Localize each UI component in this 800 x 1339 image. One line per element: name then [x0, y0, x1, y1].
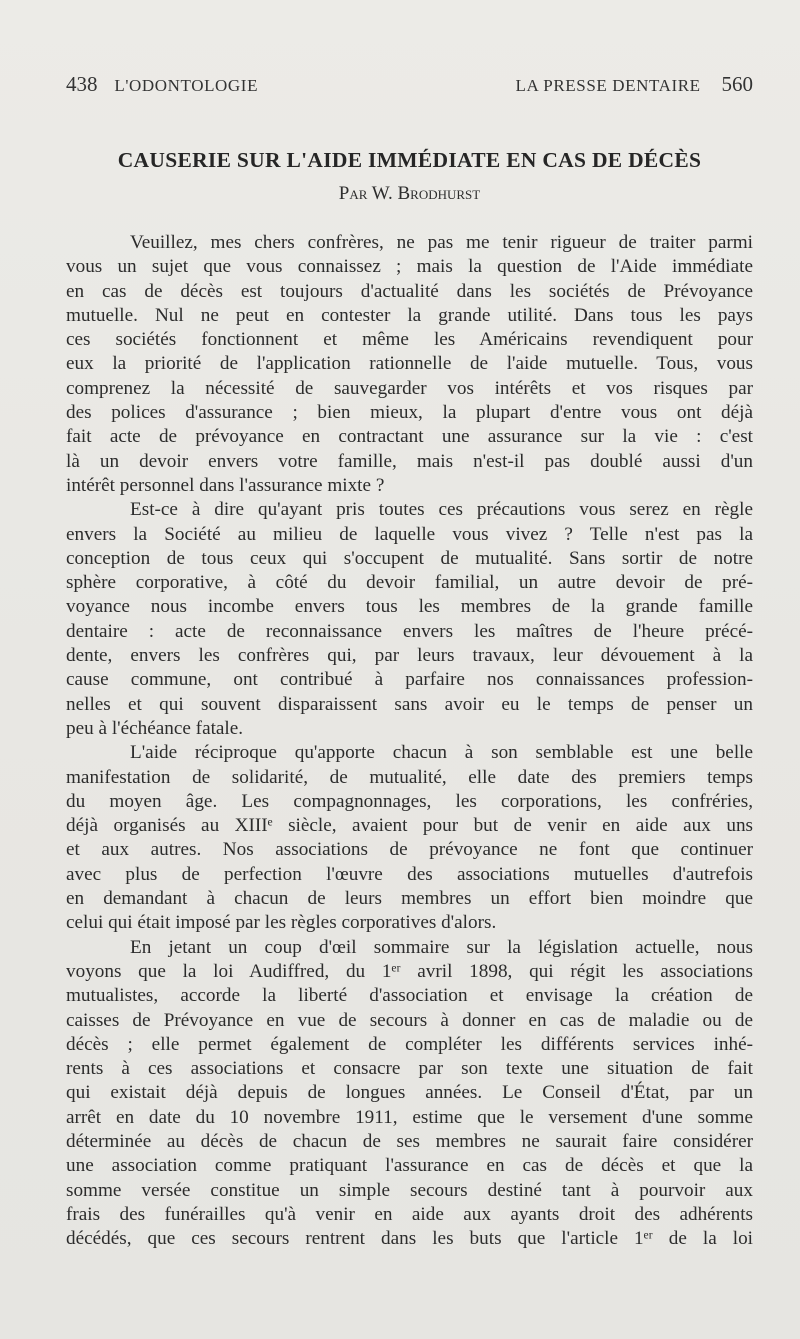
text-line: envers la Société au milieu de laquelle vous vivez ? Telle n'est pas la: [66, 523, 753, 545]
text-line: frais des funérailles qu'à venir en aide aux ayants droit des adhérents: [66, 1203, 753, 1225]
paragraph: [66, 231, 753, 498]
article-body: [66, 231, 753, 1251]
text-line: eux la priorité de l'application rationnelle de l'aide mutuelle. Tous, vous: [66, 353, 753, 375]
text-line: voyons que la loi Audiffred, du 1ᵉʳ avril 1898, qui régit les associations: [66, 960, 753, 982]
running-head: [66, 72, 753, 102]
text-line: intérêt personnel dans l'assurance mixte ?: [66, 474, 385, 496]
text-line: avec plus de perfection l'œuvre des associations mutuelles d'autrefois: [66, 863, 753, 885]
article-title: CAUSERIE SUR L'AIDE IMMÉDIATE EN CAS DE DÉCÈS: [117, 148, 702, 172]
running-head-right: [516, 72, 753, 97]
text-line: une association comme pratiquant l'assurance en cas de décès et que la: [66, 1155, 753, 1177]
text-line: En jetant un coup d'œil sommaire sur la législation actuelle, nous: [130, 936, 753, 958]
text-line: comprenez la nécessité de sauvegarder vos intérêts et vos risques par: [66, 377, 753, 399]
text-line: ces sociétés fonctionnent et même les Américains revendiquent pour: [66, 329, 753, 351]
text-line: peu à l'échéance fatale.: [66, 717, 244, 739]
text-line: manifestation de solidarité, de mutualité, elle date des premiers temps: [66, 766, 753, 788]
text-line: conception de tous ceux qui s'occupent de mutualité. Sans sortir de notre: [66, 547, 753, 569]
text-line: dente, envers les confrères qui, par leurs travaux, leur dévouement à la: [66, 645, 753, 667]
text-line: déjà organisés au XIIIᵉ siècle, avaient pour but de venir en aide aux uns: [66, 815, 753, 837]
text-line: Est-ce à dire qu'ayant pris toutes ces précautions vous serez en règle: [130, 499, 753, 521]
right-page-number: 560: [721, 72, 753, 96]
left-page-number: 438: [66, 72, 98, 96]
paragraph: [66, 936, 753, 1252]
text-line: rents à ces associations et consacre par son texte une situation de fait: [66, 1058, 753, 1080]
running-head-left: [66, 72, 258, 97]
text-line: arrêt en date du 10 novembre 1911, estime que le versement d'une somme: [66, 1106, 753, 1128]
text-line: du moyen âge. Les compagnonnages, les corporations, les confréries,: [66, 790, 753, 812]
text-line: vous un sujet que vous connaissez ; mais la question de l'Aide immédiate: [66, 256, 753, 278]
text-line: qui existait déjà depuis de longues années. Le Conseil d'État, par un: [66, 1082, 753, 1104]
text-line: L'aide réciproque qu'apporte chacun à son semblable est une belle: [130, 742, 753, 764]
text-line: mutualistes, accorde la liberté d'association et envisage la création de: [66, 985, 753, 1007]
right-journal-title: LA PRESSE DENTAIRE: [515, 76, 701, 95]
text-line: voyance nous incombe envers tous les membres de la grande famille: [66, 596, 753, 618]
left-journal-title: L'ODONTOLOGIE: [114, 76, 259, 95]
text-line: dentaire : acte de reconnaissance envers les maîtres de l'heure précé-: [66, 620, 753, 642]
text-line: sphère corporative, à côté du devoir familial, un autre devoir de pré-: [66, 572, 753, 594]
text-line: celui qui était imposé par les règles corporatives d'alors.: [66, 912, 497, 934]
text-line: mutuelle. Nul ne peut en contester la grande utilité. Dans tous les pays: [66, 304, 753, 326]
text-line: décédés, que ces secours rentrent dans les buts que l'article 1ᵉʳ de la loi: [66, 1228, 753, 1250]
text-line: en cas de décès est toujours d'actualité dans les sociétés de Prévoyance: [66, 280, 753, 302]
byline-text: Par W. Brodhurst: [338, 183, 481, 204]
text-line: Veuillez, mes chers confrères, ne pas me tenir rigueur de traiter parmi: [130, 232, 753, 253]
text-line: fait acte de prévoyance en contractant une assurance sur la vie : c'est: [66, 426, 753, 448]
paragraph: [66, 498, 753, 741]
text-line: caisses de Prévoyance en vue de secours à donner en cas de maladie ou de: [66, 1009, 753, 1031]
article-byline: [66, 183, 753, 205]
text-line: cause commune, ont contribué à parfaire nos connaissances profession-: [66, 669, 753, 691]
text-line: nelles et qui souvent disparaissent sans avoir eu le temps de penser un: [66, 693, 753, 715]
text-line: et aux autres. Nos associations de prévoyance ne font que continuer: [66, 839, 753, 861]
text-line: déterminée au décès de chacun de ses membres ne saurait faire considérer: [66, 1130, 753, 1152]
text-line: décès ; elle permet également de compléter les différents services inhé-: [66, 1033, 753, 1055]
text-line: là un devoir envers votre famille, mais n'est-il pas doublé aussi d'un: [66, 450, 753, 472]
text-line: des polices d'assurance ; bien mieux, la plupart d'entre vous ont déjà: [66, 402, 753, 424]
paragraph: [66, 741, 753, 935]
text-line: en demandant à chacun de leurs membres un effort bien moindre que: [66, 888, 753, 910]
text-line: somme versée constitue un simple secours destiné tant à pourvoir aux: [66, 1179, 753, 1201]
